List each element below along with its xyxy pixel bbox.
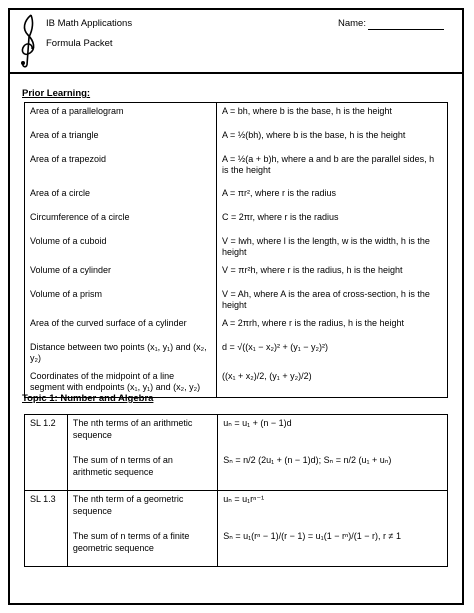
doc-title: Formula Packet [46,38,113,49]
prior-label: Circumference of a circle [25,209,217,233]
topic1-formula-cell [218,491,448,567]
topic1-row [25,415,448,491]
course-title: IB Math Applications [46,18,133,29]
topic1-formula: uₙ = u₁rⁿ⁻¹ [223,494,265,504]
prior-formula: C = 2πr, where r is the radius [217,209,448,233]
topic1-description-cell [67,415,217,491]
topic1-description: The nth term of a geometric sequence [72,494,184,516]
header [10,10,462,74]
topic1-description: The nth terms of an arithmetic sequence [72,418,193,440]
prior-learning-table [24,102,448,398]
prior-formula: ((x₁ + x₂)/2, (y₁ + y₂)/2) [217,368,448,398]
prior-formula: A = ½(bh), where b is the base, h is the height [217,127,448,151]
topic1-description: The sum of n terms of an arithmetic sequence [72,455,173,477]
topic1-row [25,491,448,567]
page-frame [8,8,464,605]
prior-formula: A = 2πrh, where r is the radius, h is the height [217,315,448,339]
prior-label: Area of a circle [25,185,217,209]
topic1-title: Topic 1: Number and Algebra [22,393,154,404]
prior-label: Volume of a cuboid [25,233,217,262]
name-line [368,19,444,30]
topic1-description: The sum of n terms of a finite geometric sequence [72,531,190,553]
prior-formula: V = lwh, where l is the length, w is the width, h is the height [217,233,448,262]
prior-label: Distance between two points (x₁, y₁) and (x₂, y₂) [25,339,217,368]
name-field [338,18,444,30]
prior-formula: d = √((x₁ − x₂)² + (y₁ − y₂)²) [217,339,448,368]
prior-row [25,103,448,127]
prior-label: Area of a trapezoid [25,151,217,185]
prior-row [25,233,448,262]
syllabus-ref: SL 1.2 [25,415,68,491]
prior-row [25,315,448,339]
topic1-description-cell [67,491,217,567]
prior-formula: A = ½(a + b)h, where a and b are the parallel sides, h is the height [217,151,448,185]
topic1-formula: Sₙ = n/2 (2u₁ + (n − 1)d); Sₙ = n/2 (u₁ + uₙ) [223,454,392,465]
prior-row [25,151,448,185]
prior-label: Area of a parallelogram [25,103,217,127]
prior-label: Volume of a prism [25,286,217,315]
prior-label: Area of a triangle [25,127,217,151]
prior-label: Coordinates of the midpoint of a line segment with endpoints (x₁, y₁) and (x₂, y₂) [25,368,217,398]
prior-label: Volume of a cylinder [25,262,217,286]
prior-label: Area of the curved surface of a cylinder [25,315,217,339]
name-label: Name: [338,18,366,29]
topic1-table [24,414,448,567]
prior-row [25,185,448,209]
prior-formula: A = bh, where b is the base, h is the height [217,103,448,127]
topic1-formula: Sₙ = u₁(rⁿ − 1)/(r − 1) = u₁(1 − rⁿ)/(1 − r), r ≠ 1 [223,530,401,541]
prior-row [25,209,448,233]
topic1-formula-cell [218,415,448,491]
prior-row [25,286,448,315]
syllabus-ref: SL 1.3 [25,491,68,567]
prior-formula: V = Ah, where A is the area of cross-section, h is the height [217,286,448,315]
prior-row [25,127,448,151]
treble-clef-logo-icon [18,13,40,69]
header-divider [10,72,462,74]
prior-row [25,262,448,286]
topic1-formula: uₙ = u₁ + (n − 1)d [223,418,292,428]
prior-formula: A = πr², where r is the radius [217,185,448,209]
prior-row [25,339,448,368]
prior-learning-title: Prior Learning: [22,88,91,99]
prior-formula: V = πr²h, where r is the radius, h is the height [217,262,448,286]
